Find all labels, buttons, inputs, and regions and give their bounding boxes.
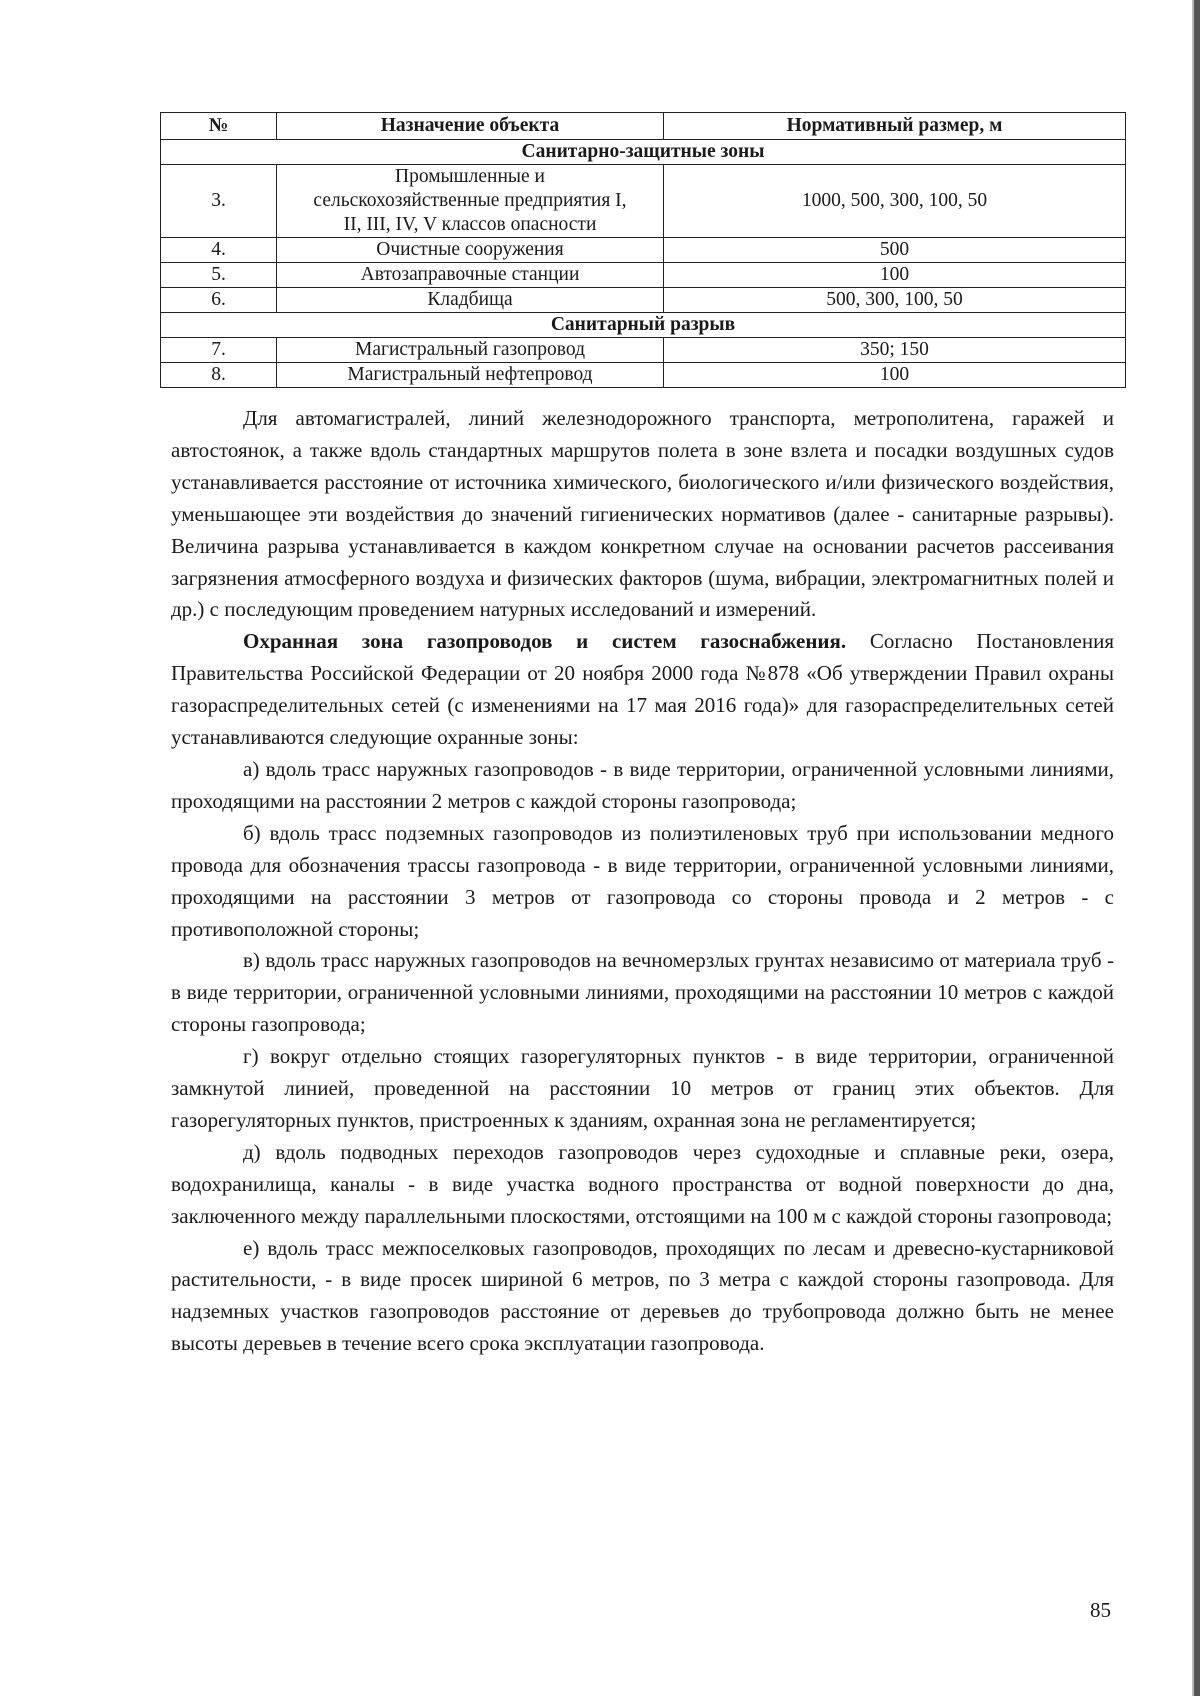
- row-num: 5.: [161, 263, 277, 288]
- row-size: 100: [664, 263, 1126, 288]
- row-object: Очистные сооружения: [277, 238, 664, 263]
- list-item-g: г) вокруг отдельно стоящих газорегуляторных пунктов - в виде территории, ограниченной замкнутой линией, проведенной на расстоянии 10 метров от границ этих объектов. Для газорегуляторных пунктов, пристроенных к зданиям, охранная зона не регламентируется;: [171, 1044, 1114, 1132]
- row-object: Магистральный нефтепровод: [277, 363, 664, 388]
- row-num: 3.: [161, 165, 277, 238]
- row-object-line: II, III, IV, V классов опасности: [343, 214, 597, 235]
- table-header-row: [161, 113, 1126, 140]
- row-size: 1000, 500, 300, 100, 50: [664, 165, 1126, 238]
- page-number: 85: [1090, 1598, 1111, 1622]
- row-size: 100: [664, 363, 1126, 388]
- row-object: Кладбища: [277, 288, 664, 313]
- row-object: Магистральный газопровод: [277, 338, 664, 363]
- row-size: 500, 300, 100, 50: [664, 288, 1126, 313]
- header-size: Нормативный размер, м: [664, 113, 1126, 140]
- header-num: №: [161, 113, 277, 140]
- paragraph-gas-protection-zone: [171, 626, 1114, 754]
- row-size: 350; 150: [664, 338, 1126, 363]
- row-num: 6.: [161, 288, 277, 313]
- table-row: [161, 238, 1126, 263]
- list-item-a: а) вдоль трасс наружных газопроводов - в виде территории, ограниченной условными линиями, проходящими на расстоянии 2 метров с каждой стороны газопровода;: [171, 756, 1114, 813]
- table-row: [161, 338, 1126, 363]
- row-object-line: Промышленные и: [395, 166, 545, 187]
- section-sanitary-gap: Санитарный разрыв: [161, 313, 1126, 338]
- list-item-v: в) вдоль трасс наружных газопроводов на вечномерзлых грунтах независимо от материала труб - в виде территории, ограниченной условными линиями, проходящими на расстоянии 10 метров с каждой стороны газопровода;: [171, 948, 1114, 1037]
- table-row: [161, 288, 1126, 313]
- row-num: 7.: [161, 338, 277, 363]
- paragraph-gas-protection-intro: Согласно Постановления Правительства Российской Федерации от 20 ноября 2000 года №878 «Об утверждении Правил охраны газораспределительных сетей (с изменениями на 17 мая 2016 года)» для газораспределительных сетей устанавливаются следующие охранные зоны:: [171, 629, 1114, 750]
- header-object: Назначение объекта: [277, 113, 664, 140]
- list-item-b: б) вдоль трасс подземных газопроводов из полиэтиленовых труб при использовании медного провода для обозначения трассы газопровода - в виде территории, ограниченной условными линиями, проходящими на расстоянии 3 метров от газопровода со стороны провода и 2 метров - с противоположной стороны;: [171, 820, 1114, 941]
- paragraph-sanitary-gaps: Для автомагистралей, линий железнодорожного транспорта, метрополитена, гаражей и автостоянок, а также вдоль стандартных маршрутов полета в зоне взлета и посадки воздушных судов устанавливается расстояние от источника химического, биологического и/или физического воздействия, уменьшающее эти воздействия до значений гигиенических нормативов (далее - санитарные разрывы). Величина разрыва устанавливается в каждом конкретном случае на основании расчетов рассеивания загрязнения атмосферного воздуха и физических факторов (шума, вибрации, электромагнитных полей и др.) с последующим проведением натурных исследований и измерений.: [171, 406, 1114, 622]
- table-row: [161, 165, 1126, 238]
- table-row: [161, 263, 1126, 288]
- norms-table: [160, 112, 1126, 388]
- table-row: [161, 363, 1126, 388]
- row-object: Автозаправочные станции: [277, 263, 664, 288]
- page-edge: [1194, 0, 1200, 1696]
- row-object: [277, 165, 664, 238]
- row-num: 8.: [161, 363, 277, 388]
- row-num: 4.: [161, 238, 277, 263]
- list-item-e: е) вдоль трасс межпоселковых газопроводов, проходящих по лесам и древесно-кустарниковой растительности, - в виде просек шириной 6 метров, по 3 метра с каждой стороны газопровода. Для надземных участков газопроводов расстояние от деревьев до трубопровода должно быть не менее высоты деревьев в течение всего срока эксплуатации газопровода.: [171, 1235, 1114, 1356]
- row-size: 500: [664, 238, 1126, 263]
- body-text: [171, 403, 1114, 1360]
- heading-gas-protection-zone: Охранная зона газопроводов и систем газоснабжения.: [243, 629, 847, 654]
- list-item-d: д) вдоль подводных переходов газопроводов через судоходные и сплавные реки, озера, водохранилища, каналы - в виде участка водного пространства от водной поверхности до дна, заключенного между параллельными плоскостями, отстоящими на 100 м с каждой стороны газопровода;: [171, 1139, 1114, 1228]
- row-object-line: сельскохозяйственные предприятия I,: [313, 190, 627, 211]
- section-sanitary-zones: Санитарно-защитные зоны: [161, 140, 1126, 165]
